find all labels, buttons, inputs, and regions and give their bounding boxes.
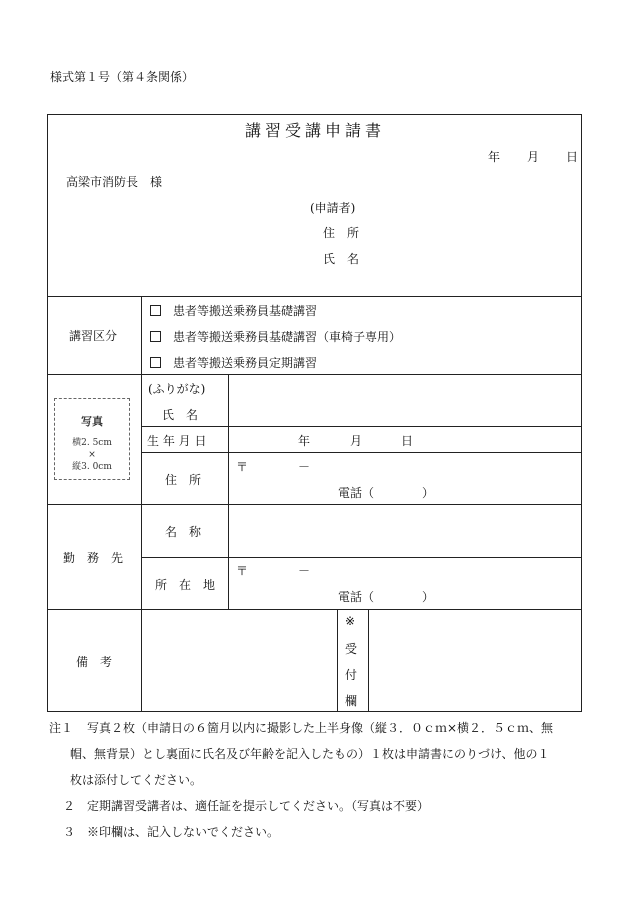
note-line: 帽、無背景）とし裏面に氏名及び年齢を記入したもの）１枚は申請書にのりづけ、他の１: [70, 747, 550, 761]
reception-char: 付: [345, 668, 358, 682]
course-option[interactable]: 患者等搬送乗務員基礎講習: [150, 302, 317, 319]
note-line: 定期講習受講者は、適任証を提示してください。（写真は不要）: [87, 799, 430, 813]
birth-day: 日: [401, 434, 414, 448]
applicant-address-label: 住 所: [323, 226, 360, 240]
divider: [337, 609, 338, 712]
checkbox-icon[interactable]: [150, 357, 161, 368]
divider: [141, 557, 582, 558]
note-line: ※印欄は、記入しないでください。: [87, 825, 280, 839]
workplace-postal-dash: －: [298, 564, 311, 578]
divider: [141, 452, 582, 453]
note-line: 枚は添付してください。: [70, 773, 203, 787]
phone-field: 電話（ ）: [338, 486, 435, 500]
photo-placeholder: [54, 398, 130, 480]
reception-char: 受: [345, 642, 358, 656]
form-number: 様式第１号（第４条関係）: [50, 70, 195, 84]
divider: [47, 374, 582, 375]
divider: [47, 609, 582, 610]
photo-height: 縦3. 0cm: [72, 462, 112, 472]
address-label: 住 所: [165, 473, 202, 487]
note-marker: 注１: [49, 721, 74, 735]
birthdate-label: 生 年 月 日: [147, 434, 207, 448]
photo-width: 横2. 5cm: [72, 438, 112, 448]
date-day: 日: [566, 150, 579, 164]
applicant-label: (申請者): [310, 201, 356, 215]
course-option[interactable]: 患者等搬送乗務員基礎講習（車椅子専用）: [150, 328, 401, 345]
checkbox-icon[interactable]: [150, 331, 161, 342]
birth-month: 月: [350, 434, 363, 448]
form-title: 講習受講申請書: [244, 121, 385, 140]
divider: [141, 296, 142, 712]
divider: [141, 426, 582, 427]
furigana-label: (ふりがな): [148, 382, 206, 396]
workplace-label: 勤 務 先: [63, 551, 124, 565]
postal-mark: 〒: [236, 460, 249, 474]
note-marker: ２: [63, 799, 76, 813]
remarks-label: 備 考: [76, 655, 113, 669]
birth-year: 年: [298, 434, 311, 448]
reception-char: 欄: [345, 694, 358, 708]
applicant-name-label: 氏 名: [323, 252, 360, 266]
date-year: 年: [488, 150, 501, 164]
workplace-location-label: 所 在 地: [155, 578, 216, 592]
divider: [47, 296, 582, 297]
checkbox-icon[interactable]: [150, 305, 161, 316]
divider: [47, 504, 582, 505]
photo-title: 写真: [81, 415, 103, 428]
reception-char: ※: [345, 614, 356, 628]
divider: [228, 374, 229, 609]
photo-times: ×: [88, 450, 96, 460]
workplace-name-label: 名 称: [165, 525, 202, 539]
date-month: 月: [527, 150, 540, 164]
note-line: 写真２枚（申請日の６箇月以内に撮影した上半身像（縦３．０ｃｍ×横２．５ｃｍ、無: [87, 721, 554, 735]
addressee: 高梁市消防長 様: [66, 175, 163, 189]
workplace-phone-field: 電話（ ）: [338, 590, 435, 604]
divider: [368, 609, 369, 712]
name-label: 氏 名: [162, 408, 199, 422]
note-marker: ３: [63, 825, 76, 839]
postal-dash: －: [298, 460, 311, 474]
course-option[interactable]: 患者等搬送乗務員定期講習: [150, 354, 317, 371]
workplace-postal-mark: 〒: [236, 564, 249, 578]
course-section-label: 講習区分: [69, 329, 118, 343]
